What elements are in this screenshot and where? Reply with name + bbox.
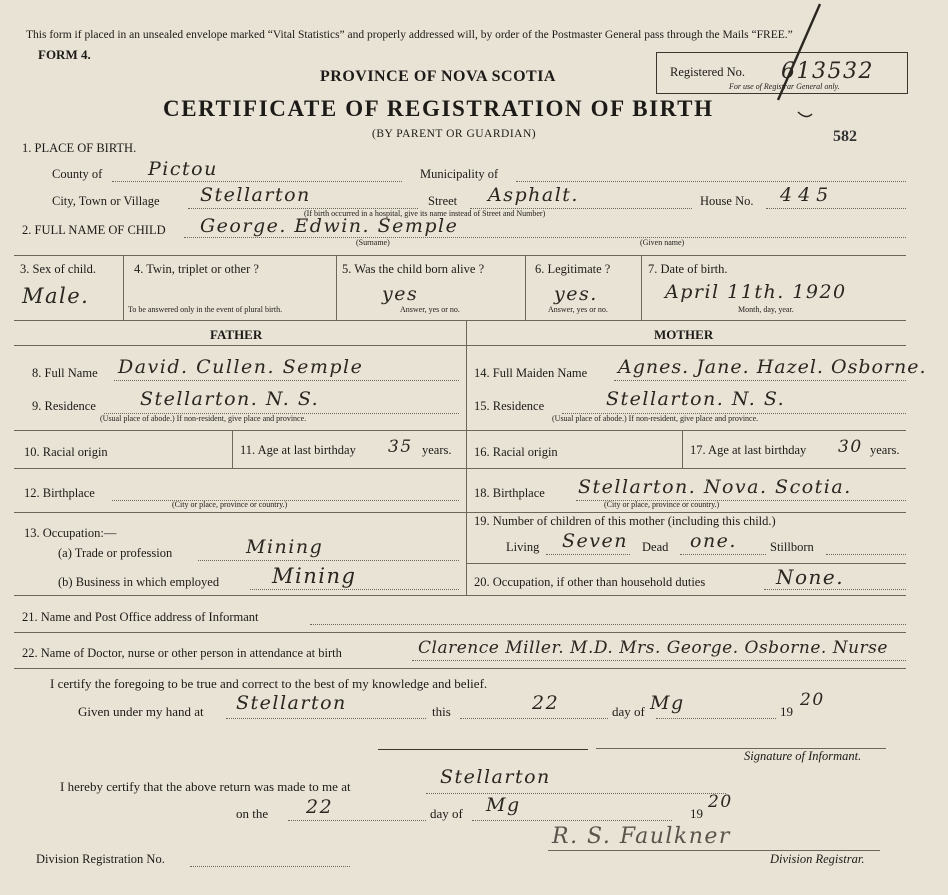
father-trade-label: (a) Trade or profession (58, 546, 173, 560)
given-year-value: 20 (800, 690, 825, 710)
house-label: House No. (700, 194, 754, 208)
registrar-year-prefix: 19 (690, 806, 703, 821)
city-value: Stellarton (200, 184, 311, 206)
mother-residence-value: Stellarton. N. S. (606, 388, 786, 410)
living-value: Seven (562, 530, 628, 552)
father-residence-value: Stellarton. N. S. (140, 388, 320, 410)
father-age-value: 35 (388, 437, 413, 457)
doctor-label: 22. Name of Doctor, nurse or other person in attendance at birth (22, 646, 342, 660)
postal-notice: This form if placed in an unsealed envelope marked “Vital Statistics” and properly addressed will, by order of the Postmaster General pass through the Mails “FREE.” (26, 29, 793, 41)
given-name-note: (Given name) (640, 238, 685, 247)
mother-heading: MOTHER (654, 327, 714, 342)
mother-age-label: 17. Age at last birthday (690, 443, 807, 457)
house-value: 445 (780, 184, 835, 206)
city-label: City, Town or Village (52, 194, 160, 208)
father-racial-label: 10. Racial origin (24, 445, 108, 459)
mother-birthplace-label: 18. Birthplace (474, 486, 545, 500)
birth-date-label: 7. Date of birth. (648, 262, 728, 276)
given-under-label: Given under my hand at (78, 704, 204, 719)
dead-value: one. (690, 530, 737, 552)
place-of-birth-heading: 1. PLACE OF BIRTH. (22, 141, 137, 155)
division-registration-label: Division Registration No. (36, 852, 165, 866)
mother-birthplace-note: (City or place, province or country.) (604, 500, 720, 509)
father-birthplace-label: 12. Birthplace (24, 486, 95, 500)
given-this-label: this (432, 704, 451, 719)
page-subtitle: (BY PARENT OR GUARDIAN) (372, 128, 537, 140)
informant-signature-caption: Signature of Informant. (744, 749, 862, 763)
legitimate-label: 6. Legitimate ? (535, 262, 611, 276)
informant-certify-text: I certify the foregoing to be true and correct to the best of my knowledge and belief. (50, 676, 488, 691)
informant-label: 21. Name and Post Office address of Informant (22, 610, 259, 624)
twin-note: To be answered only in the event of plural birth. (128, 305, 283, 314)
registrar-place-value: Stellarton (440, 766, 551, 788)
county-value: Pictou (148, 158, 218, 180)
born-alive-note: Answer, yes or no. (400, 305, 460, 314)
twin-label: 4. Twin, triplet or other ? (134, 262, 259, 276)
registrar-day-value: 22 (306, 796, 334, 818)
father-name-label: 8. Full Name (32, 366, 98, 380)
registrar-use-note: For use of Registrar General only. (729, 82, 840, 91)
page-title: CERTIFICATE OF REGISTRATION OF BIRTH (163, 96, 714, 121)
given-day-value: 22 (532, 692, 560, 714)
given-year-prefix: 19 (780, 704, 793, 719)
registered-number: 613532 (781, 59, 874, 84)
doctor-value: Clarence Miller. M.D. Mrs. George. Osborne. Nurse (418, 638, 888, 658)
registrar-month-value: Mg (486, 794, 521, 816)
father-birthplace-note: (City or place, province or country.) (172, 500, 288, 509)
mother-birthplace-value: Stellarton. Nova. Scotia. (578, 476, 852, 498)
mother-children-label: 19. Number of children of this mother (including this child.) (474, 514, 776, 528)
legitimate-value: yes. (554, 283, 598, 305)
mother-age-value: 30 (838, 437, 863, 457)
mother-occupation-label: 20. Occupation, if other than household duties (474, 575, 706, 589)
given-day-of-label: day of (612, 704, 645, 719)
father-abode-note: (Usual place of abode.) If non-resident, give place and province. (100, 414, 307, 423)
division-registrar-caption: Division Registrar. (770, 852, 865, 866)
father-years: years. (422, 443, 452, 457)
sex-value: Male. (22, 284, 90, 308)
registered-label: Registered No. (670, 65, 745, 79)
mother-name-value: Agnes. Jane. Hazel. Osborne. (618, 356, 927, 378)
mother-years: years. (870, 443, 900, 457)
father-trade-value: Mining (246, 536, 324, 558)
mother-racial-label: 16. Racial origin (474, 445, 558, 459)
father-business-label: (b) Business in which employed (58, 575, 220, 589)
surname-note: (Surname) (356, 238, 390, 247)
mother-abode-note: (Usual place of abode.) If non-resident, give place and province. (552, 414, 759, 423)
hospital-note: (If birth occurred in a hospital, give its name instead of Street and Number) (304, 209, 546, 218)
father-business-value: Mining (272, 564, 357, 588)
father-heading: FATHER (210, 327, 263, 342)
registrar-day-of-label: day of (430, 806, 463, 821)
legitimate-note: Answer, yes or no. (548, 305, 608, 314)
county-label: County of (52, 167, 103, 181)
stillborn-label: Stillborn (770, 540, 814, 554)
born-alive-label: 5. Was the child born alive ? (342, 262, 485, 276)
form-number: FORM 4. (38, 47, 91, 62)
living-label: Living (506, 540, 540, 554)
registrar-on-the-label: on the (236, 806, 269, 821)
mother-name-label: 14. Full Maiden Name (474, 366, 588, 380)
father-residence-label: 9. Residence (32, 399, 96, 413)
born-alive-value: yes (382, 283, 419, 305)
child-name-label: 2. FULL NAME OF CHILD (22, 223, 166, 237)
given-month-value: Mg (650, 692, 685, 714)
birth-date-note: Month, day, year. (738, 305, 794, 314)
father-name-value: David. Cullen. Semple (118, 356, 364, 378)
given-place-value: Stellarton (236, 692, 347, 714)
mother-residence-label: 15. Residence (474, 399, 545, 413)
stamp-number: 582 (833, 128, 857, 145)
sex-label: 3. Sex of child. (20, 262, 97, 276)
mother-occupation-value: None. (776, 565, 845, 589)
street-label: Street (428, 194, 458, 208)
registrar-signature: R. S. Faulkner (552, 824, 731, 849)
father-occupation-label: 13. Occupation:— (24, 526, 117, 540)
father-age-label: 11. Age at last birthday (240, 443, 356, 457)
dead-label: Dead (642, 540, 669, 554)
registrar-certify-text: I hereby certify that the above return was made to me at (60, 779, 351, 794)
province-heading: PROVINCE OF NOVA SCOTIA (320, 68, 556, 85)
registrar-year-value: 20 (708, 792, 733, 812)
birth-date-value: April 11th. 1920 (665, 281, 847, 303)
child-name-value: George. Edwin. Semple (200, 215, 459, 237)
street-value: Asphalt. (488, 184, 579, 206)
municipality-label: Municipality of (420, 167, 499, 181)
